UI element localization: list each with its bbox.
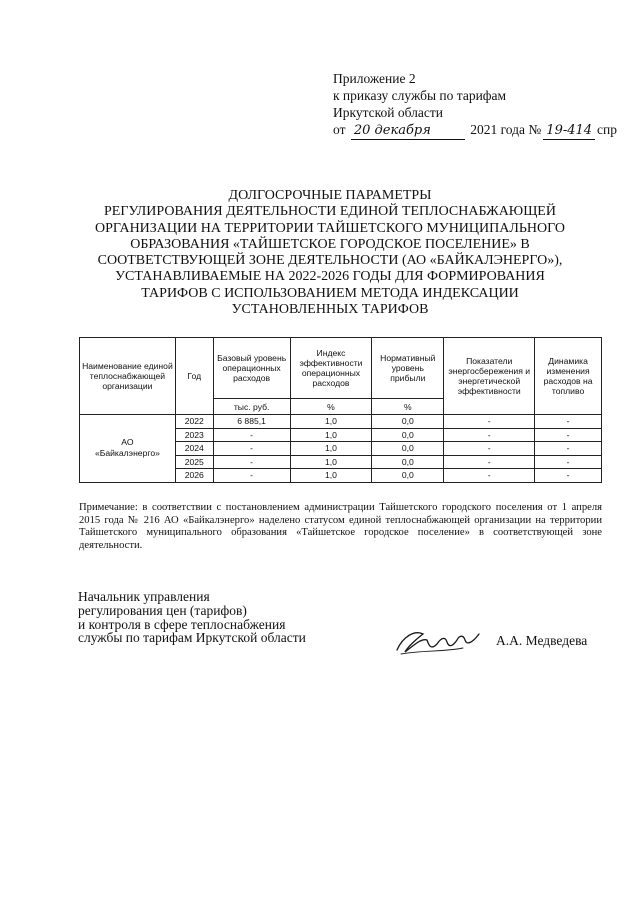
cell-profit: 0,0 — [372, 469, 444, 483]
signatory-name: А.А. Медведева — [496, 633, 588, 648]
title-line: ДОЛГОСРОЧНЫЕ ПАРАМЕТРЫ — [228, 188, 432, 203]
unit-profit: % — [372, 399, 444, 415]
header-year: Год — [175, 338, 213, 415]
year-text: 2021 года № — [470, 122, 542, 137]
cell-base: - — [213, 428, 290, 442]
appendix-date-line — [333, 121, 617, 140]
header-fuel: Динамика изменения расходов на топливо — [535, 338, 602, 415]
title-line: СООТВЕТСТВУЮЩЕЙ ЗОНЕ ДЕЯТЕЛЬНОСТИ (АО «БАЙКАЛЭНЕРГО»), — [97, 253, 563, 269]
title-line: ОРГАНИЗАЦИИ НА ТЕРРИТОРИИ ТАЙШЕТСКОГО МУНИЦИПАЛЬНОГО — [95, 220, 565, 236]
cell-base: - — [213, 455, 290, 469]
table-header-row — [80, 338, 602, 399]
cell-fuel: - — [535, 455, 602, 469]
cell-fuel: - — [535, 428, 602, 442]
appendix-line: Иркутской области — [333, 105, 444, 120]
handwritten-order-number: 19-414 — [543, 122, 595, 140]
signatory-line: Начальник управления — [78, 589, 210, 604]
handwritten-signature — [393, 620, 483, 660]
cell-energy: - — [444, 469, 535, 483]
title-line: УСТАНАВЛИВАЕМЫЕ НА 2022-2026 ГОДЫ ДЛЯ ФОРМИРОВАНИЯ — [115, 269, 545, 285]
header-energy: Показатели энергосбережения и энергетической эффективности — [444, 338, 535, 415]
handwritten-date: 20 декабря — [351, 122, 465, 140]
appendix-line: к приказу службы по тарифам — [333, 88, 507, 103]
cell-year: 2026 — [175, 469, 213, 483]
document-title — [60, 188, 600, 318]
cell-index: 1,0 — [290, 469, 372, 483]
note-paragraph: Примечание: в соответствии с постановлением администрации Тайшетского городского поселения от 1 апреля 2015 года № 216 АО «Байкалэнерго» наделено статусом единой теплоснабжающей организации на территории Тайшетского муниципального образования «Тайшетское городское поселение» в соответствующей зоне деятельности. — [79, 502, 602, 551]
cell-profit: 0,0 — [372, 442, 444, 456]
cell-energy: - — [444, 428, 535, 442]
header-base: Базовый уровень операционных расходов — [213, 338, 290, 399]
title-line: ОБРАЗОВАНИЯ «ТАЙШЕТСКОЕ ГОРОДСКОЕ ПОСЕЛЕНИЕ» В — [130, 236, 530, 252]
parameters-table — [79, 337, 602, 483]
cell-energy: - — [444, 442, 535, 456]
signatory-line: регулирования цен (тарифов) — [78, 602, 247, 618]
cell-index: 1,0 — [290, 415, 372, 429]
cell-fuel: - — [535, 442, 602, 456]
org-name-line: АО — [121, 437, 134, 448]
header-index: Индекс эффективности операционных расходов — [290, 338, 372, 399]
unit-index: % — [290, 399, 372, 415]
cell-index: 1,0 — [290, 428, 372, 442]
org-name-cell — [80, 415, 176, 483]
cell-energy: - — [444, 415, 535, 429]
cell-fuel: - — [535, 469, 602, 483]
appendix-header — [333, 70, 617, 140]
cell-year: 2024 — [175, 442, 213, 456]
cell-base: 6 885,1 — [213, 415, 290, 429]
unit-base: тыс. руб. — [213, 399, 290, 415]
cell-profit: 0,0 — [372, 428, 444, 442]
header-org: Наименование единой теплоснабжающей организации — [80, 338, 176, 415]
signatory-line: и контроля в сфере теплоснабжения — [78, 616, 286, 632]
cell-year: 2022 — [175, 415, 213, 429]
title-line: РЕГУЛИРОВАНИЯ ДЕЯТЕЛЬНОСТИ ЕДИНОЙ ТЕПЛОСНАБЖАЮЩЕЙ — [104, 204, 556, 220]
cell-fuel: - — [535, 415, 602, 429]
appendix-line: Приложение 2 — [333, 71, 416, 86]
signatory-title — [78, 590, 306, 645]
cell-index: 1,0 — [290, 455, 372, 469]
cell-index: 1,0 — [290, 442, 372, 456]
date-prefix: от — [333, 122, 346, 137]
cell-year: 2023 — [175, 428, 213, 442]
cell-profit: 0,0 — [372, 455, 444, 469]
cell-year: 2025 — [175, 455, 213, 469]
cell-base: - — [213, 469, 290, 483]
header-profit: Нормативный уровень прибыли — [372, 338, 444, 399]
title-line: УСТАНОВЛЕННЫХ ТАРИФОВ — [231, 302, 429, 318]
cell-base: - — [213, 442, 290, 456]
table-row — [80, 415, 602, 429]
org-name-line: «Байкалэнерго» — [94, 448, 160, 459]
cell-energy: - — [444, 455, 535, 469]
cell-profit: 0,0 — [372, 415, 444, 429]
signatory-line: службы по тарифам Иркутской области — [78, 630, 306, 646]
title-line: ТАРИФОВ С ИСПОЛЬЗОВАНИЕМ МЕТОДА ИНДЕКСАЦИИ — [141, 285, 519, 301]
number-suffix: спр — [597, 122, 618, 137]
